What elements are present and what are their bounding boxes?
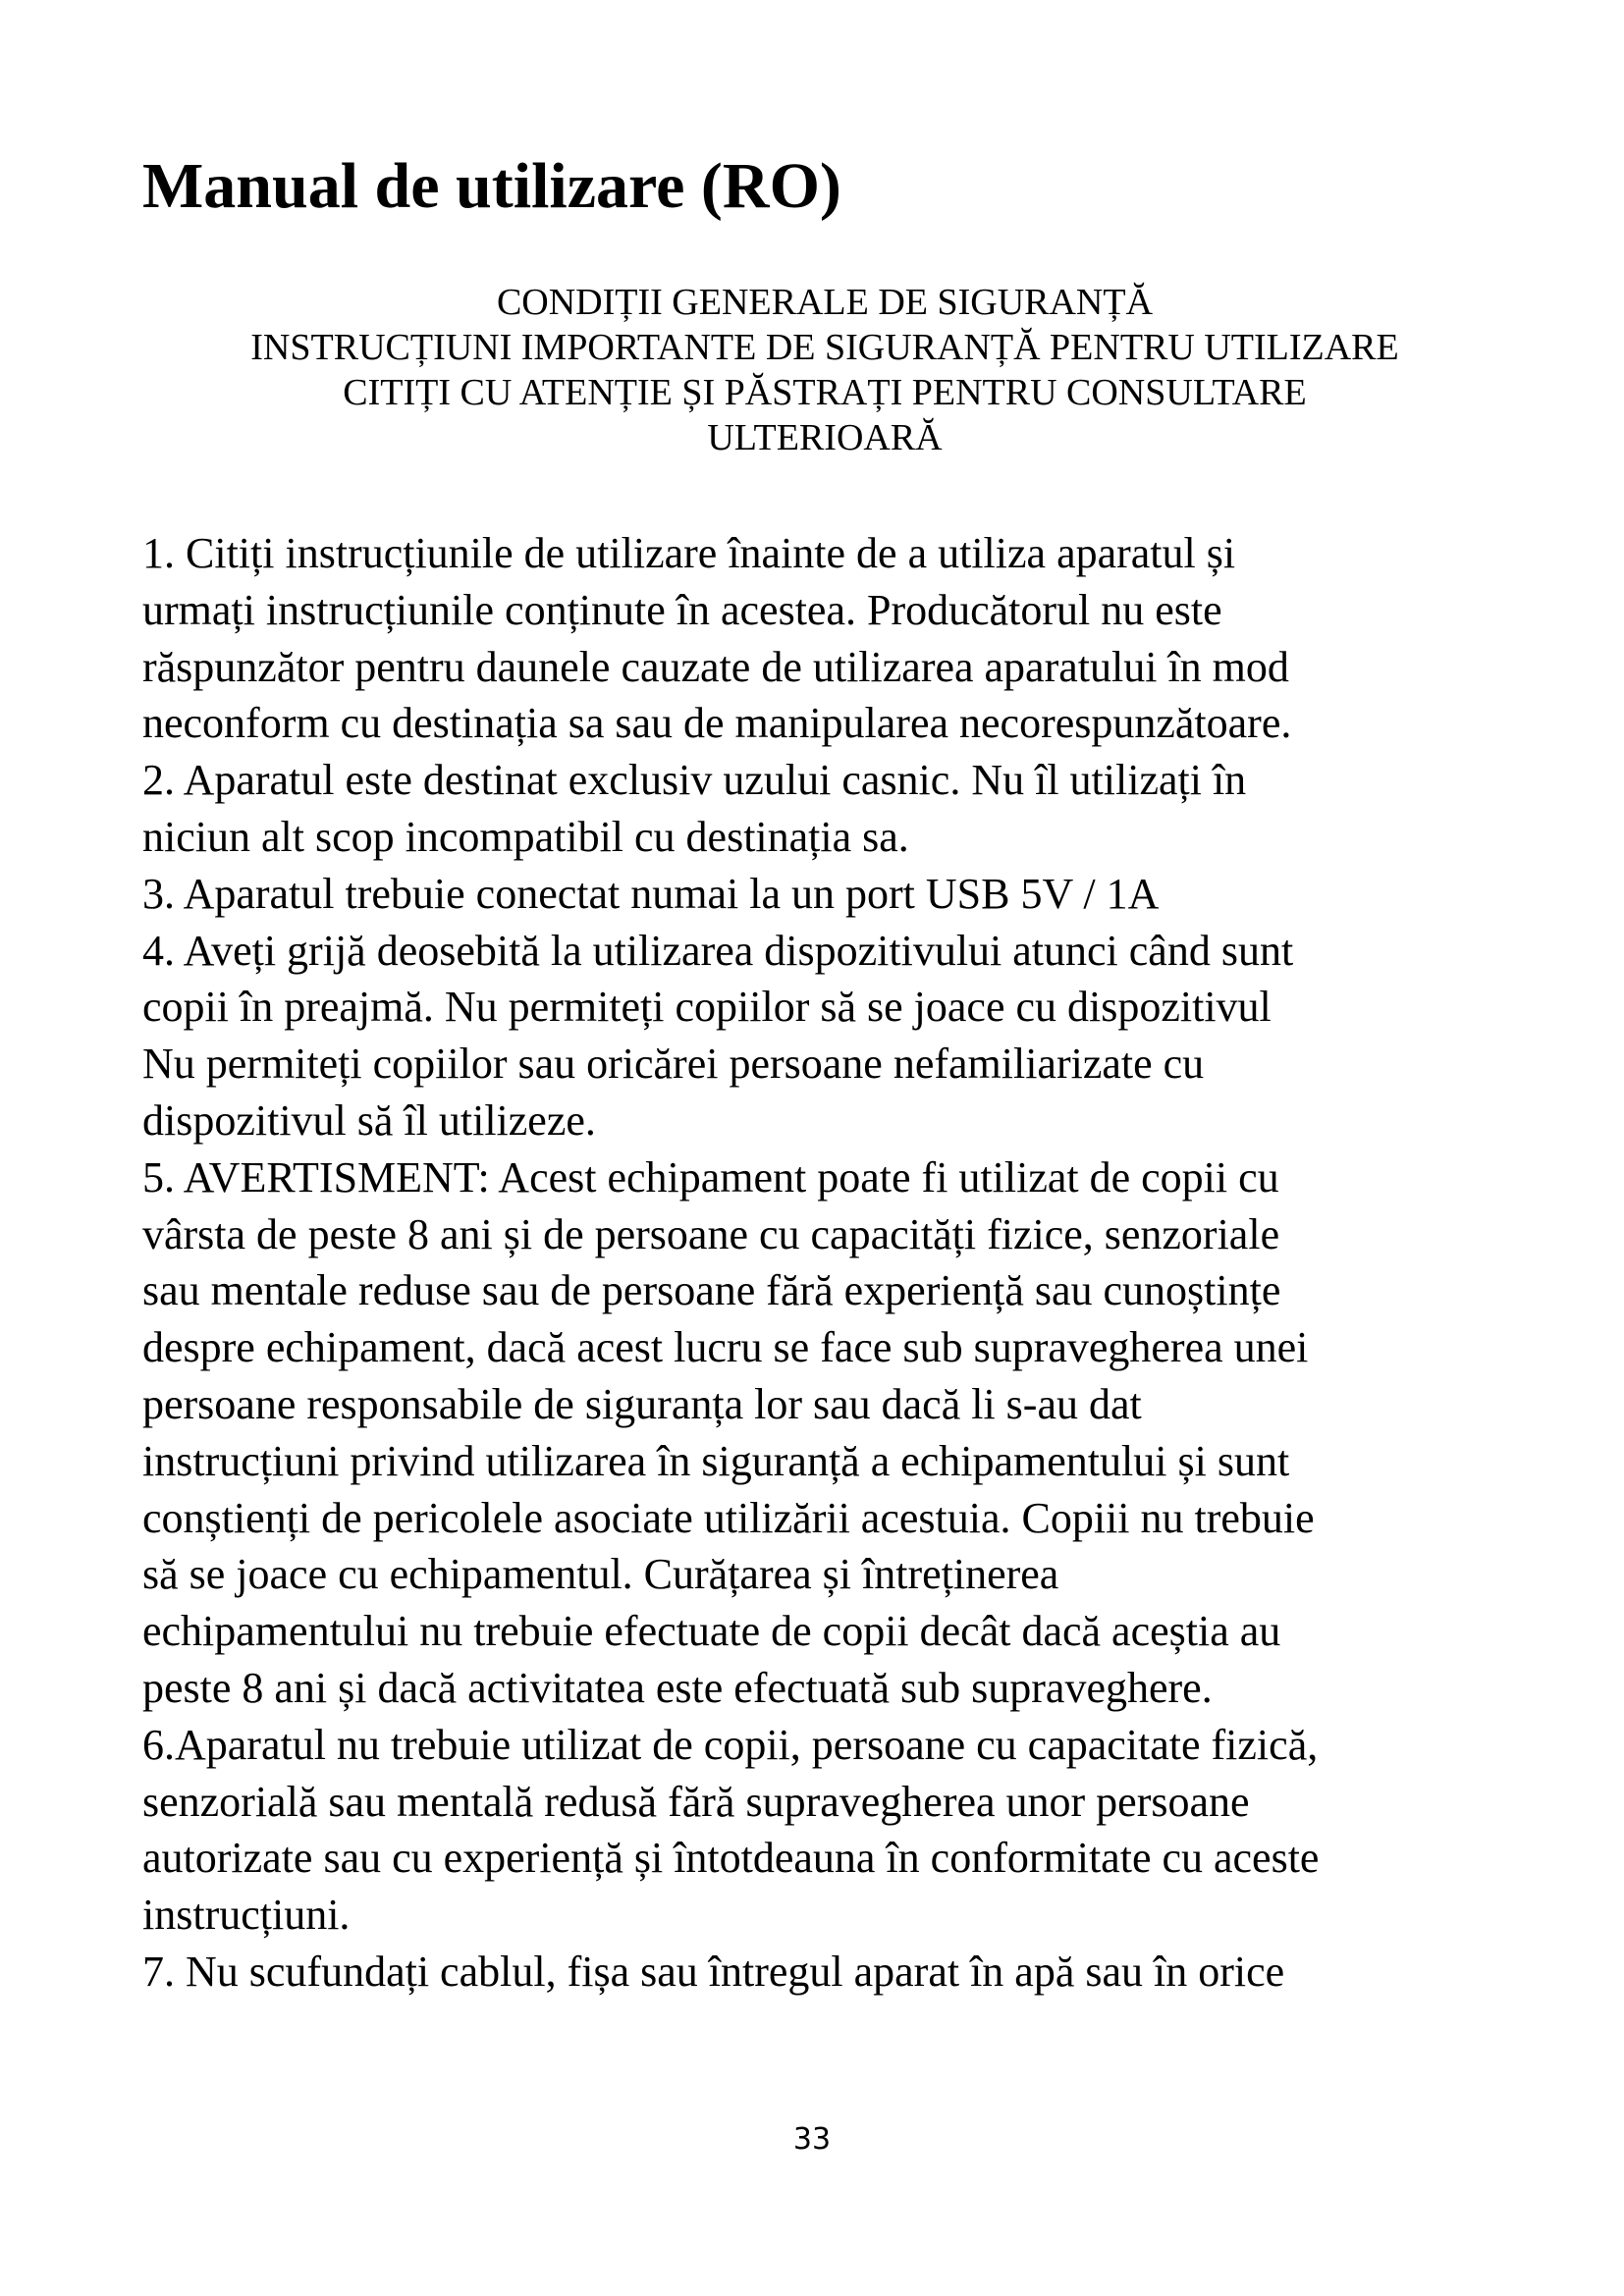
page-title: Manual de utilizare (RO) — [142, 150, 841, 222]
header-line: CONDIȚII GENERALE DE SIGURANȚĂ — [496, 282, 1154, 323]
header-line: ULTERIOARĂ — [707, 417, 943, 458]
body-line: urmați instrucțiunile conținute în acestea. Producătorul nu este — [142, 585, 1222, 634]
body-line: persoane responsabile de siguranța lor sau dacă li s-au dat — [142, 1379, 1142, 1428]
header-line: INSTRUCȚIUNI IMPORTANTE DE SIGURANȚĂ PENTRU UTILIZARE — [250, 327, 1399, 368]
body-line: sau mentale reduse sau de persoane fără experiență sau cunoștințe — [142, 1266, 1281, 1315]
body-line: răspunzător pentru daunele cauzate de utilizarea aparatului în mod — [142, 642, 1289, 691]
body-line: instrucțiuni. — [142, 1891, 351, 1940]
body-line: despre echipament, dacă acest lucru se face sub supravegherea unei — [142, 1323, 1309, 1372]
body-line: 2. Aparatul este destinat exclusiv uzului casnic. Nu îl utilizați în — [142, 756, 1247, 805]
body-line: 5. AVERTISMENT: Acest echipament poate fi utilizat de copii cu — [142, 1152, 1279, 1201]
header-line: CITIȚI CU ATENȚIE ȘI PĂSTRAȚI PENTRU CONSULTARE — [343, 372, 1307, 413]
body-line: niciun alt scop incompatibil cu destinația sa. — [142, 812, 909, 861]
body-line: instrucțiuni privind utilizarea în siguranță a echipamentului și sunt — [142, 1436, 1290, 1485]
safety-instructions-body — [142, 525, 1517, 2001]
body-line: vârsta de peste 8 ani și de persoane cu capacități fizice, senzoriale — [142, 1209, 1280, 1258]
body-line: 7. Nu scufundați cablul, fișa sau întregul aparat în apă sau în orice — [142, 1947, 1285, 1996]
body-line: 4. Aveți grijă deosebită la utilizarea dispozitivului atunci când sunt — [142, 926, 1294, 975]
safety-header-block — [142, 280, 1507, 460]
body-line: autorizate sau cu experiență și întotdeauna în conformitate cu aceste — [142, 1834, 1320, 1883]
body-line: neconform cu destinația sa sau de manipularea necorespunzătoare. — [142, 699, 1292, 748]
body-line: 6.Aparatul nu trebuie utilizat de copii, persoane cu capacitate fizică, — [142, 1720, 1319, 1769]
body-line: Nu permiteți copiilor sau oricărei persoane nefamiliarizate cu — [142, 1040, 1205, 1089]
body-line: peste 8 ani și dacă activitatea este efectuată sub supraveghere. — [142, 1663, 1213, 1712]
body-line: senzorială sau mentală redusă fără supravegherea unor persoane — [142, 1777, 1250, 1826]
body-line: conștienți de pericolele asociate utilizării acestuia. Copiii nu trebuie — [142, 1493, 1315, 1542]
body-line: să se joace cu echipamentul. Curățarea și întreținerea — [142, 1550, 1059, 1599]
body-line: 1. Citiți instrucțiunile de utilizare înainte de a utiliza aparatul și — [142, 529, 1236, 577]
page-number: 33 — [792, 2122, 832, 2157]
body-line: 3. Aparatul trebuie conectat numai la un port USB 5V / 1A — [142, 869, 1160, 918]
body-line: echipamentului nu trebuie efectuate de copii decât dacă aceștia au — [142, 1607, 1281, 1656]
body-line: dispozitivul să îl utilizeze. — [142, 1095, 596, 1145]
body-line: copii în preajmă. Nu permiteți copiilor să se joace cu dispozitivul — [142, 983, 1272, 1032]
